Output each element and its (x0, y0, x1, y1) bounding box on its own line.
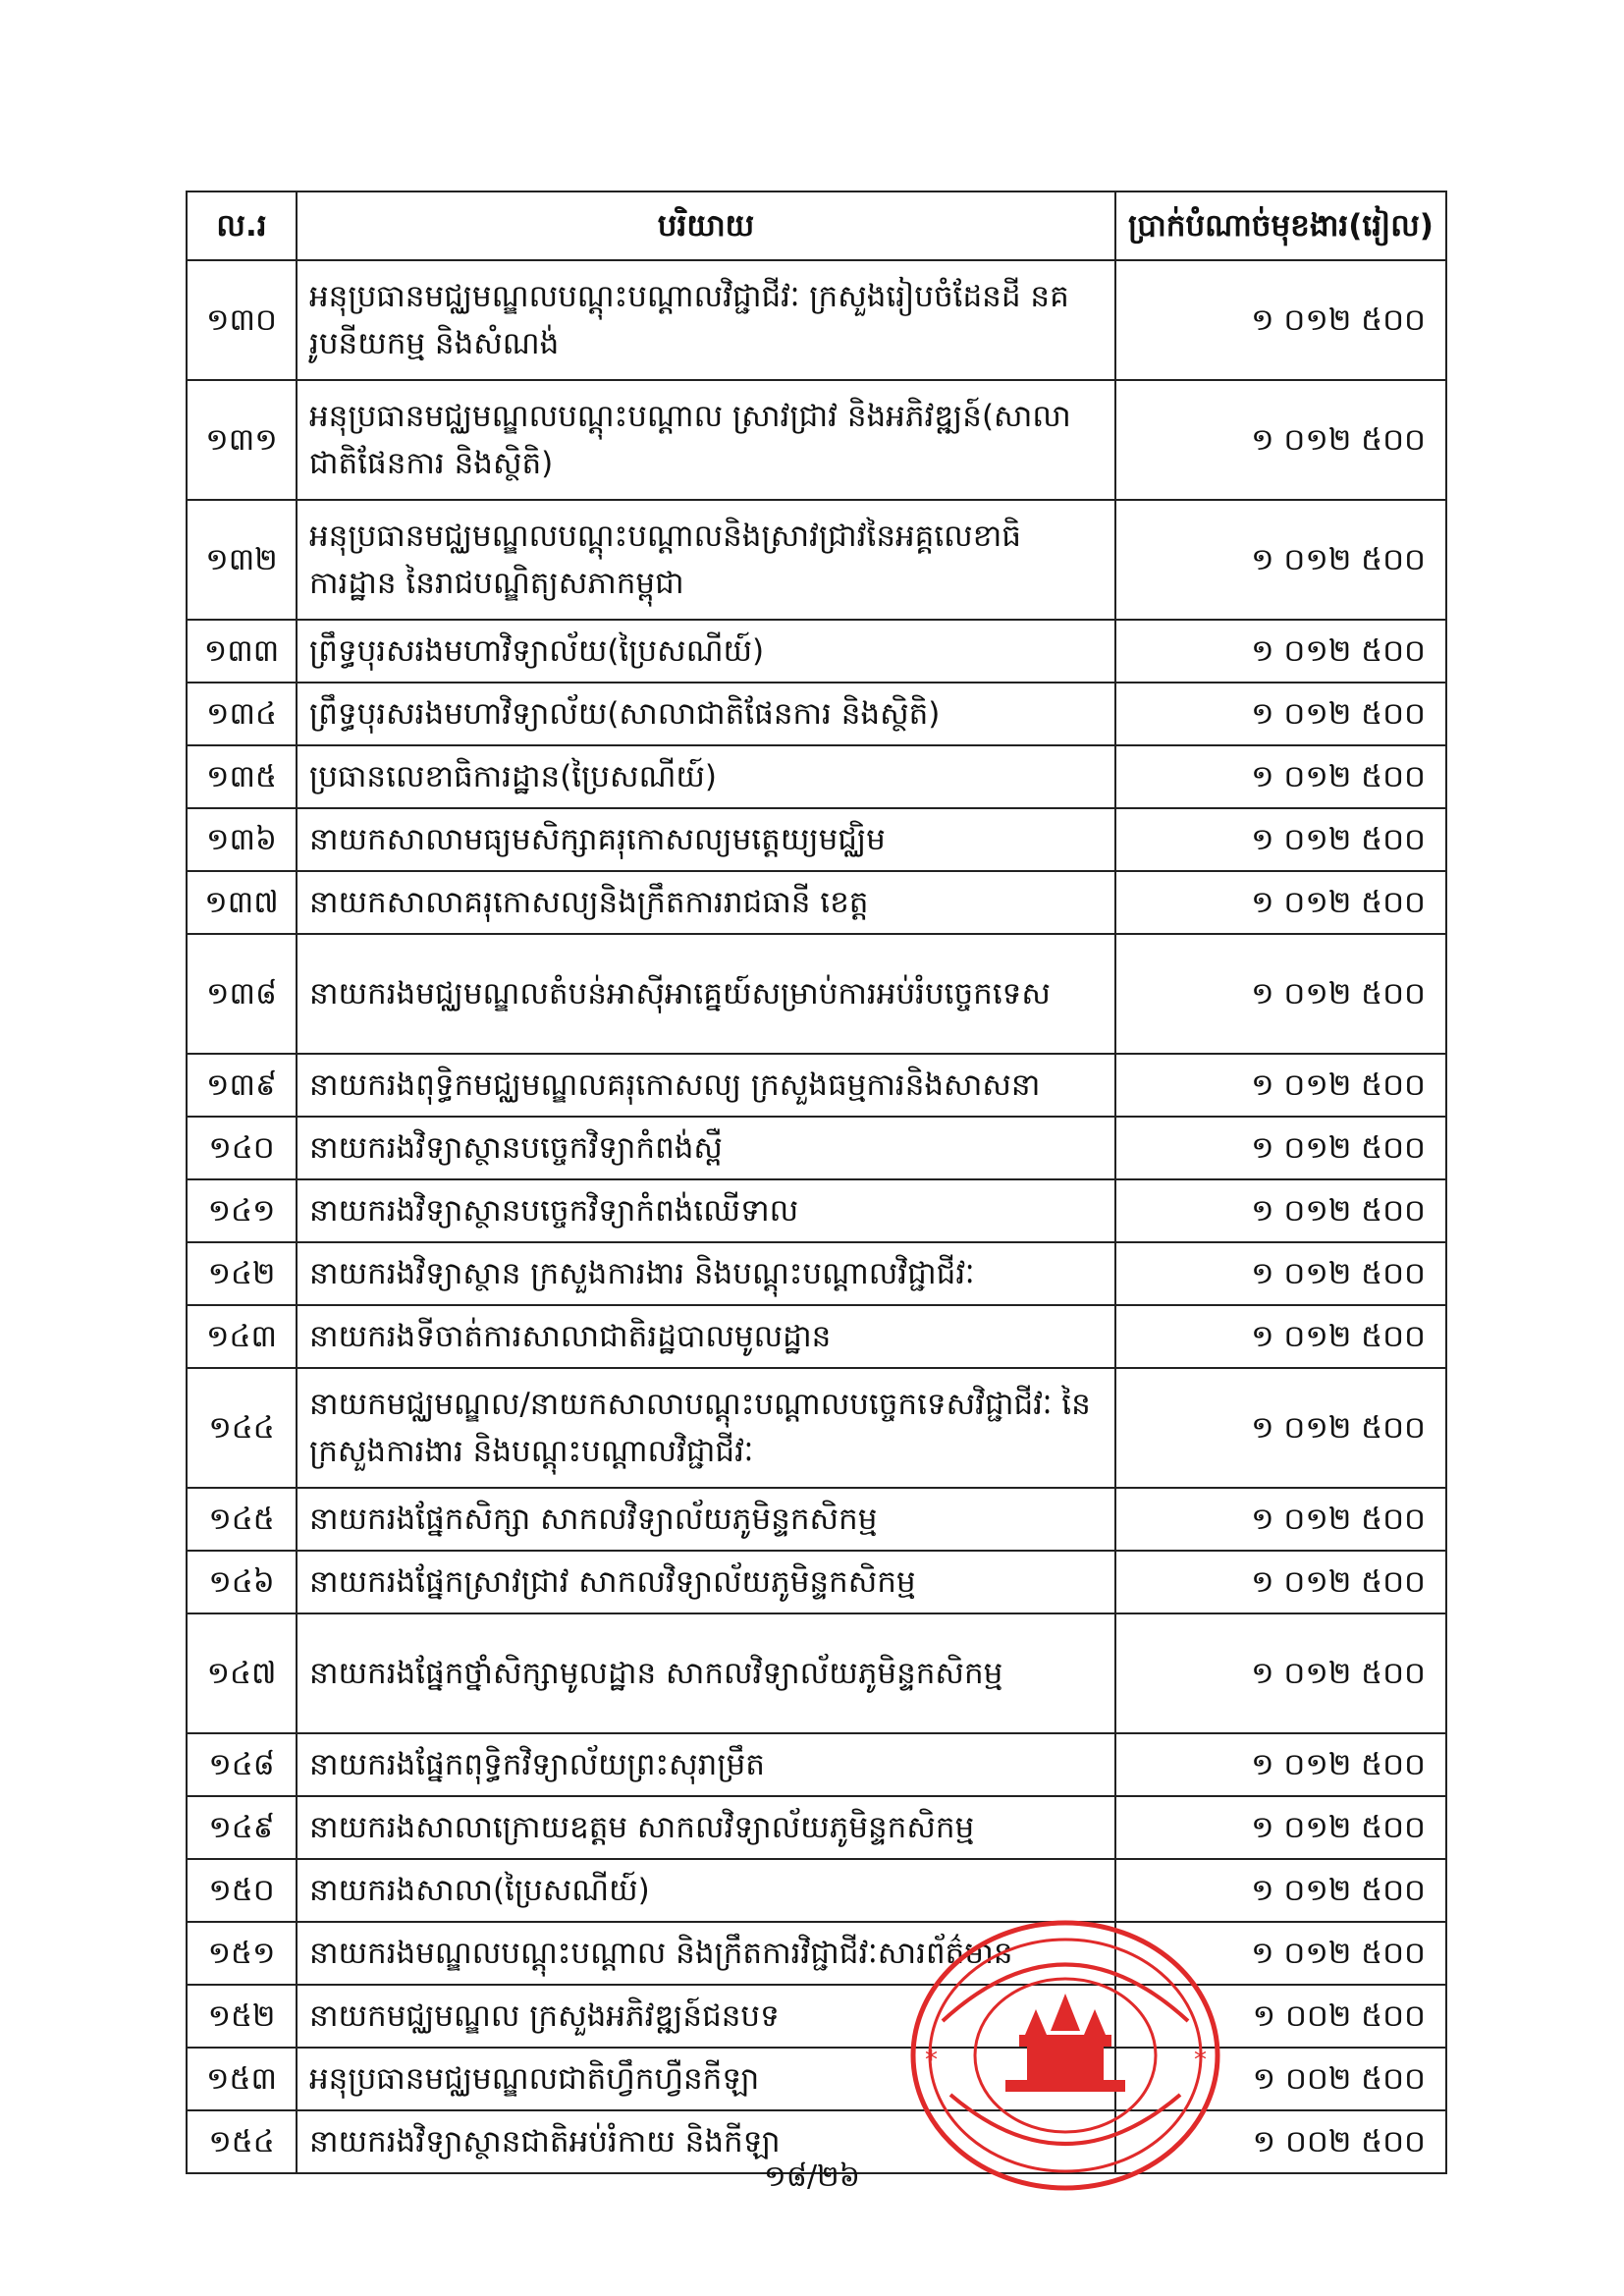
row-number: ១៤៦ (187, 1551, 297, 1613)
row-number: ១៤៥ (187, 1488, 297, 1551)
table-row (187, 1117, 1446, 1179)
row-description: នាយកមជ្ឈមណ្ឌល ក្រសួងអភិវឌ្ឍន៍ជនបទ (297, 1985, 1115, 2048)
table-row (187, 1796, 1446, 1859)
row-description: នាយករងវិទ្យាស្ថានជាតិអប់រំកាយ និងកីឡា (297, 2110, 1115, 2173)
row-description: អនុប្រធានមជ្ឈមណ្ឌលបណ្តុះបណ្តាលនិងស្រាវជ្រាវនៃអគ្គលេខាធិការដ្ឋាន នៃរាជបណ្ឌិត្យសភាកម្ពុជា (297, 500, 1115, 620)
row-number: ១៤១ (187, 1179, 297, 1242)
row-amount: ១ ០១២ ៥០០ (1115, 745, 1446, 808)
table-row (187, 1242, 1446, 1305)
row-amount: ១ ០១២ ៥០០ (1115, 1551, 1446, 1613)
row-amount: ១ ០១២ ៥០០ (1115, 934, 1446, 1054)
row-amount: ១ ០១២ ៥០០ (1115, 260, 1446, 380)
row-number: ១៤៩ (187, 1796, 297, 1859)
row-amount: ១ ០១២ ៥០០ (1115, 1922, 1446, 1985)
row-description: នាយករងផ្នែកសិក្សា សាកលវិទ្យាល័យភូមិន្ទកសិកម្ម (297, 1488, 1115, 1551)
row-number: ១៣៤ (187, 683, 297, 745)
column-header-description: បរិយាយ (297, 191, 1115, 260)
row-amount: ១ ០១២ ៥០០ (1115, 808, 1446, 871)
row-number: ១៣០ (187, 260, 297, 380)
row-description: ព្រឹទ្ធបុរសរងមហាវិទ្យាល័យ(សាលាជាតិផែនការ និងស្ថិតិ) (297, 683, 1115, 745)
row-number: ១៣២ (187, 500, 297, 620)
row-amount: ១ ០១២ ៥០០ (1115, 1242, 1446, 1305)
row-amount: ១ ០១២ ៥០០ (1115, 1179, 1446, 1242)
table-row (187, 1488, 1446, 1551)
row-amount: ១ ០១២ ៥០០ (1115, 1733, 1446, 1796)
row-amount: ១ ០១២ ៥០០ (1115, 500, 1446, 620)
table-row (187, 380, 1446, 500)
table-body (187, 260, 1446, 2173)
row-number: ១៤២ (187, 1242, 297, 1305)
row-number: ១៣៥ (187, 745, 297, 808)
angkor-wat-icon (1005, 1994, 1125, 2092)
table-row (187, 1985, 1446, 2048)
row-description: នាយករងផ្នែកពុទ្ធិកវិទ្យាល័យព្រះសុរាម្រឹត (297, 1733, 1115, 1796)
row-amount: ១ ០១២ ៥០០ (1115, 1117, 1446, 1179)
row-number: ១៣៨ (187, 934, 297, 1054)
row-amount: ១ ០០២ ៥០០ (1115, 2110, 1446, 2173)
table-row (187, 1613, 1446, 1733)
table-row (187, 260, 1446, 380)
row-amount: ១ ០១២ ៥០០ (1115, 620, 1446, 683)
table-row (187, 2048, 1446, 2110)
table-row (187, 1859, 1446, 1922)
row-number: ១៥២ (187, 1985, 297, 2048)
table-row (187, 934, 1446, 1054)
row-number: ១៤៣ (187, 1305, 297, 1368)
row-amount: ១ ០១២ ៥០០ (1115, 1305, 1446, 1368)
table-row (187, 1551, 1446, 1613)
row-description: នាយករងផ្នែកថ្នាំសិក្សាមូលដ្ឋាន សាកលវិទ្យាល័យភូមិន្ទកសិកម្ម (297, 1613, 1115, 1733)
table-row (187, 1922, 1446, 1985)
row-number: ១៥៤ (187, 2110, 297, 2173)
row-amount: ១ ០១២ ៥០០ (1115, 1054, 1446, 1117)
row-number: ១៤៨ (187, 1733, 297, 1796)
table-row (187, 620, 1446, 683)
row-description: នាយករងវិទ្យាស្ថាន ក្រសួងការងារ និងបណ្តុះបណ្តាលវិជ្ជាជីវៈ (297, 1242, 1115, 1305)
table-row (187, 745, 1446, 808)
row-number: ១៣១ (187, 380, 297, 500)
row-description: នាយកសាលាមធ្យមសិក្សាគរុកោសល្យមត្តេយ្យមជ្ឈិម (297, 808, 1115, 871)
row-description: នាយករងពុទ្ធិកមជ្ឈមណ្ឌលគរុកោសល្យ ក្រសួងធម្មការនិងសាសនា (297, 1054, 1115, 1117)
row-description: នាយកសាលាគរុកោសល្យនិងក្រឹតការរាជធានី ខេត្ត (297, 871, 1115, 934)
row-description: នាយករងមណ្ឌលបណ្តុះបណ្តាល និងក្រឹតការវិជ្ជាជីវៈសារព័ត៌មាន (297, 1922, 1115, 1985)
table-row (187, 871, 1446, 934)
table-row (187, 808, 1446, 871)
row-amount: ១ ០១២ ៥០០ (1115, 1613, 1446, 1733)
official-seal-stamp (903, 1913, 1227, 2198)
row-description: ព្រឹទ្ធបុរសរងមហាវិទ្យាល័យ(ប្រៃសណីយ៍) (297, 620, 1115, 683)
row-description: អនុប្រធានមជ្ឈមណ្ឌលបណ្តុះបណ្តាលវិជ្ជាជីវៈ ក្រសួងរៀបចំដែនដី នគរូបនីយកម្ម និងសំណង់ (297, 260, 1115, 380)
svg-text:*: * (925, 2046, 938, 2075)
row-number: ១៥៣ (187, 2048, 297, 2110)
svg-text:*: * (1194, 2046, 1207, 2075)
page-number: ១៨/២៦ (764, 2159, 860, 2194)
row-amount: ១ ០១២ ៥០០ (1115, 1368, 1446, 1488)
row-description: នាយករងទីចាត់ការសាលាជាតិរដ្ឋបាលមូលដ្ឋាន (297, 1305, 1115, 1368)
row-amount: ១ ០០២ ៥០០ (1115, 2048, 1446, 2110)
row-description: នាយករងវិទ្យាស្ថានបច្ចេកវិទ្យាកំពង់ស្ពឺ (297, 1117, 1115, 1179)
row-description: នាយករងសាលា(ប្រៃសណីយ៍) (297, 1859, 1115, 1922)
row-number: ១៥១ (187, 1922, 297, 1985)
row-amount: ១ ០០២ ៥០០ (1115, 1985, 1446, 2048)
row-amount: ១ ០១២ ៥០០ (1115, 1796, 1446, 1859)
table-row (187, 1368, 1446, 1488)
row-amount: ១ ០១២ ៥០០ (1115, 683, 1446, 745)
table-row (187, 1305, 1446, 1368)
column-header-amount: ប្រាក់បំណាច់មុខងារ(រៀល) (1115, 191, 1446, 260)
row-amount: ១ ០១២ ៥០០ (1115, 1488, 1446, 1551)
row-description: នាយកមជ្ឈមណ្ឌល/នាយកសាលាបណ្តុះបណ្តាលបច្ចេកទេសវិជ្ជាជីវៈ នៃក្រសួងការងារ និងបណ្តុះបណ្តាលវិជ្ជាជីវៈ (297, 1368, 1115, 1488)
row-description: ប្រធានលេខាធិការដ្ឋាន(ប្រៃសណីយ៍) (297, 745, 1115, 808)
table-row (187, 1733, 1446, 1796)
row-amount: ១ ០១២ ៥០០ (1115, 1859, 1446, 1922)
row-description: អនុប្រធានមជ្ឈមណ្ឌលបណ្តុះបណ្តាល ស្រាវជ្រាវ និងអភិវឌ្ឍន៍(សាលាជាតិផែនការ និងស្ថិតិ) (297, 380, 1115, 500)
row-number: ១៣៧ (187, 871, 297, 934)
row-description: នាយករងមជ្ឈមណ្ឌលតំបន់អាស៊ីអាគ្នេយ៍សម្រាប់ការអប់រំបច្ចេកទេស (297, 934, 1115, 1054)
row-description: អនុប្រធានមជ្ឈមណ្ឌលជាតិហ្វឹកហ្វឺនកីឡា (297, 2048, 1115, 2110)
row-number: ១៤៤ (187, 1368, 297, 1488)
table-row (187, 1054, 1446, 1117)
row-amount: ១ ០១២ ៥០០ (1115, 380, 1446, 500)
row-number: ១៤០ (187, 1117, 297, 1179)
position-allowance-table (186, 191, 1447, 2174)
table-row (187, 683, 1446, 745)
row-description: នាយករងសាលាក្រោយឧត្តម សាកលវិទ្យាល័យភូមិន្ទកសិកម្ម (297, 1796, 1115, 1859)
row-description: នាយករងផ្នែកស្រាវជ្រាវ សាកលវិទ្យាល័យភូមិន្ទកសិកម្ម (297, 1551, 1115, 1613)
row-number: ១៤៧ (187, 1613, 297, 1733)
row-amount: ១ ០១២ ៥០០ (1115, 871, 1446, 934)
row-description: នាយករងវិទ្យាស្ថានបច្ចេកវិទ្យាកំពង់ឈើទាល (297, 1179, 1115, 1242)
table-row (187, 500, 1446, 620)
row-number: ១៣៦ (187, 808, 297, 871)
table-header-row (187, 191, 1446, 260)
row-number: ១៥០ (187, 1859, 297, 1922)
table-row (187, 1179, 1446, 1242)
row-number: ១៣៣ (187, 620, 297, 683)
column-header-number: ល.រ (187, 191, 297, 260)
row-number: ១៣៩ (187, 1054, 297, 1117)
